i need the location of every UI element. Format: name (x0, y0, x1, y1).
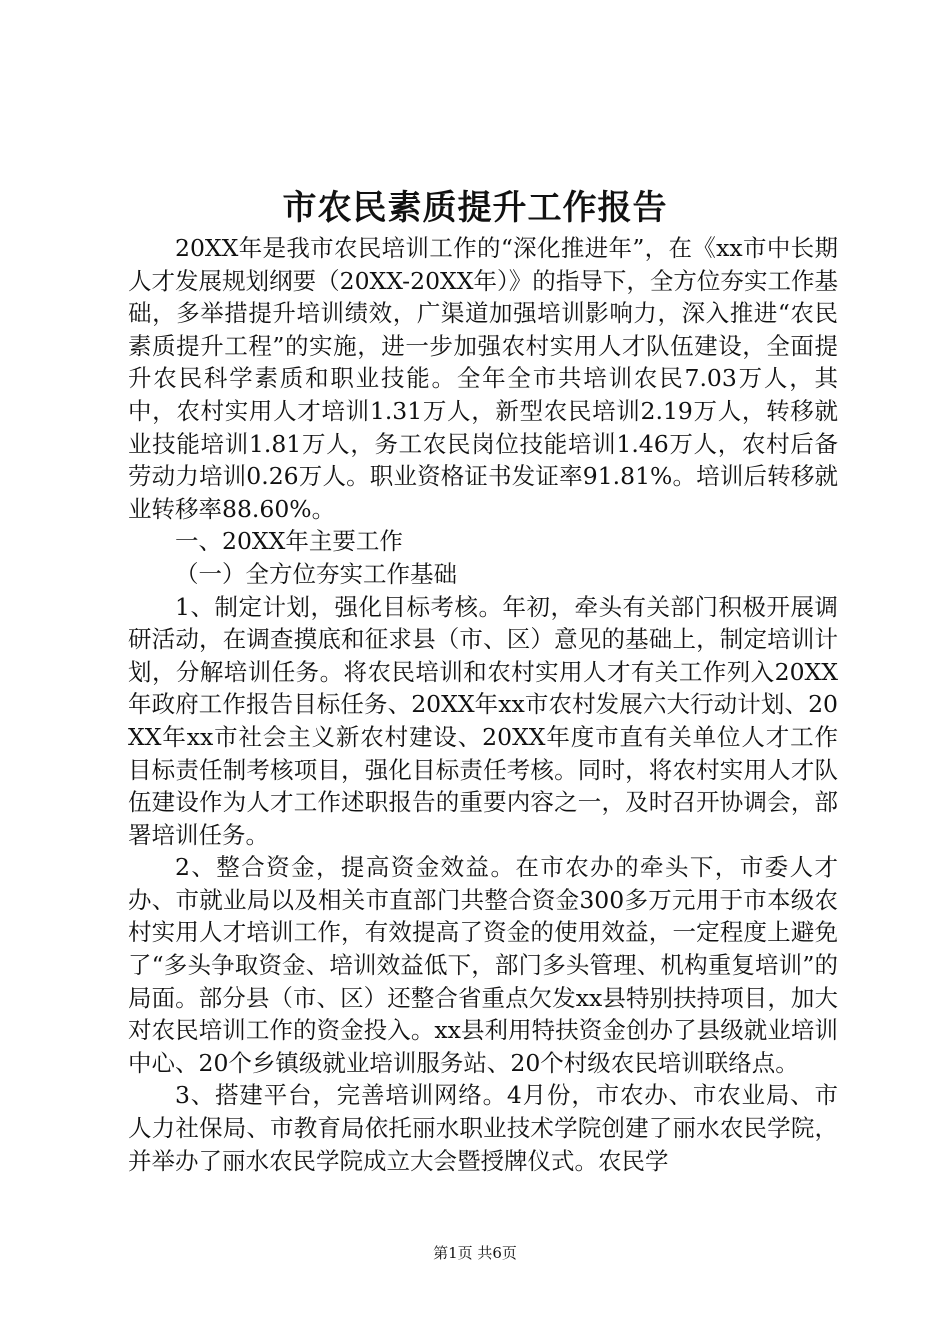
document-title: 市农民素质提升工作报告 (282, 188, 668, 228)
document-body (128, 232, 838, 1177)
paragraph-funds: 2、整合资金，提高资金效益。在市农办的牵头下，市委人才办、市就业局以及相关市直部门共整合资金300多万元用于市本级农村实用人才培训工作，有效提高了资金的使用效益，一定程度上避免了“多头争取资金、培训效益低下，部门多头管理、机构重复培训”的局面。部分县（市、区）还整合省重点欠发xx县特别扶持项目，加大对农民培训工作的资金投入。xx县利用特扶资金创办了县级就业培训中心、20个乡镇级就业培训服务站、20个村级农民培训联络点。 (128, 853, 838, 1077)
paragraph-plan: 1、制定计划，强化目标考核。年初，牵头有关部门积极开展调研活动，在调查摸底和征求县（市、区）意见的基础上，制定培训计划，分解培训任务。将农民培训和农村实用人才有关工作列入20XX年政府工作报告目标任务、20XX年xx市农村发展六大行动计划、20XX年xx市社会主义新农村建设、20XX年度市直有关单位人才工作目标责任制考核项目，强化目标责任考核。同时，将农村实用人才队伍建设作为人才工作述职报告的重要内容之一，及时召开协调会，部署培训任务。 (128, 592, 838, 849)
subsection-heading: （一）全方位夯实工作基础 (175, 559, 457, 588)
page-footer: 第1页 共6页 (433, 1244, 517, 1262)
intro-paragraph: 20XX年是我市农民培训工作的“深化推进年”，在《xx市中长期人才发展规划纲要（20XX-20XX年）》的指导下，全方位夯实工作基础，多举措提升培训绩效，广渠道加强培训影响力，深入推进“农民素质提升工程”的实施，进一步加强农村实用人才队伍建设，全面提升农民科学素质和职业技能。全年全市共培训农民7.03万人，其中，农村实用人才培训1.31万人，新型农民培训2.19万人，转移就业技能培训1.81万人，务工农民岗位技能培训1.46万人，农村后备劳动力培训0.26万人。职业资格证书发证率91.81%。培训后转移就业转移率88.60%。 (128, 234, 838, 523)
paragraph-platform: 3、搭建平台，完善培训网络。4月份，市农办、市农业局、市人力社保局、市教育局依托丽水职业技术学院创建了丽水农民学院，并举办了丽水农民学院成立大会暨授牌仪式。农民学 (128, 1081, 838, 1175)
section-heading: 一、20XX年主要工作 (175, 527, 403, 556)
